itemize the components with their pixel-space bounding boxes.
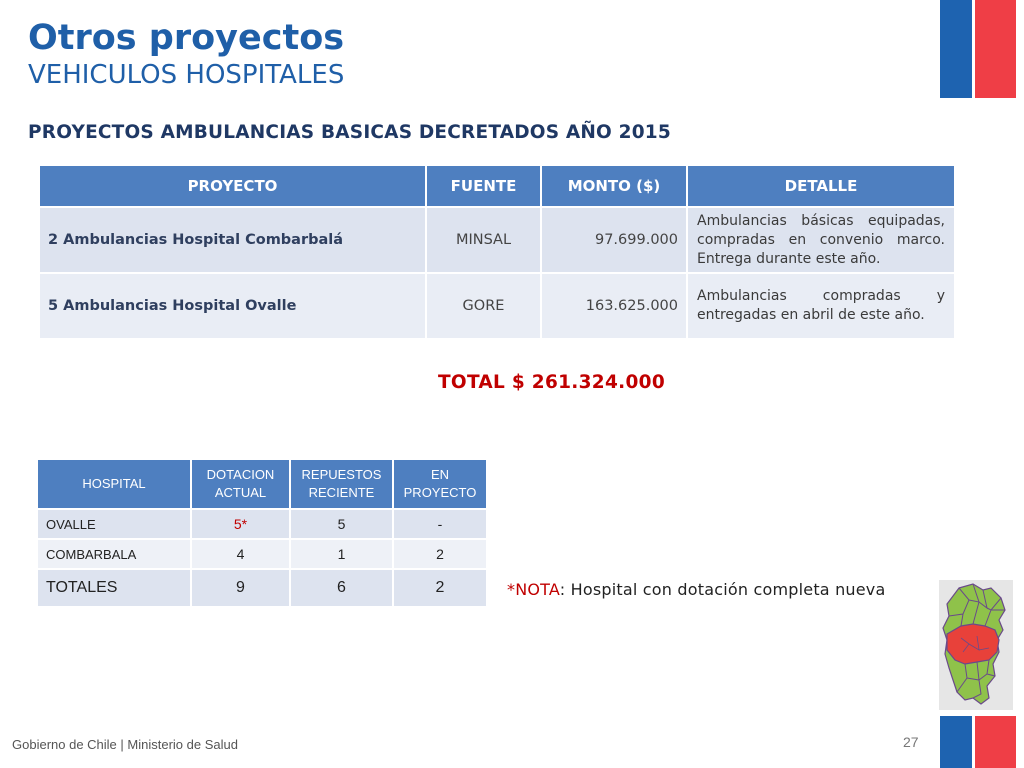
footnote-text: : Hospital con dotación completa nueva [559,580,886,599]
dotacion-value: 5* [192,510,289,538]
repuestos-value: 1 [291,540,392,568]
en-proyecto-value: 2 [394,540,486,568]
footnote [507,580,885,599]
table-row [40,274,954,338]
column-header: HOSPITAL [38,460,190,508]
project-detail: Ambulancias básicas equipadas, compradas en convenio marco. Entrega durante este año. [688,208,954,272]
column-header: EN PROYECTO [394,460,486,508]
project-name: 5 Ambulancias Hospital Ovalle [40,274,425,338]
column-header: FUENTE [427,166,540,206]
totals-dotacion: 9 [192,570,289,606]
column-header: DETALLE [688,166,954,206]
project-amount: 97.699.000 [542,208,686,272]
hospital-table [36,458,488,608]
section-heading: PROYECTOS AMBULANCIAS BASICAS DECRETADOS AÑO 2015 [28,122,671,143]
table-row [38,510,486,538]
page-number: 27 [903,734,919,750]
column-header: PROYECTO [40,166,425,206]
totals-repuestos: 6 [291,570,392,606]
project-detail: Ambulancias compradas y entregadas en abril de este año. [688,274,954,338]
page-subtitle: VEHICULOS HOSPITALES [28,60,345,90]
chile-flag-stripe-icon [940,716,1016,768]
project-source: GORE [427,274,540,338]
hospital-name: COMBARBALA [38,540,190,568]
projects-table [38,164,956,340]
page-title: Otros proyectos [28,18,345,58]
repuestos-value: 5 [291,510,392,538]
project-amount: 163.625.000 [542,274,686,338]
column-header: REPUESTOS RECIENTE [291,460,392,508]
totals-row [38,570,486,606]
totals-label: TOTALES [38,570,190,606]
footer-text: Gobierno de Chile | Ministerio de Salud [12,737,238,752]
project-name: 2 Ambulancias Hospital Combarbalá [40,208,425,272]
table-row [38,540,486,568]
totals-en-proyecto: 2 [394,570,486,606]
hospital-name: OVALLE [38,510,190,538]
table-row [40,208,954,272]
column-header: MONTO ($) [542,166,686,206]
chile-flag-stripe-icon [940,0,1016,98]
en-proyecto-value: - [394,510,486,538]
dotacion-value: 4 [192,540,289,568]
coquimbo-region-map-icon [939,580,1013,710]
total-amount: TOTAL $ 261.324.000 [438,372,665,393]
footnote-marker: *NOTA [507,580,560,599]
column-header: DOTACION ACTUAL [192,460,289,508]
project-source: MINSAL [427,208,540,272]
